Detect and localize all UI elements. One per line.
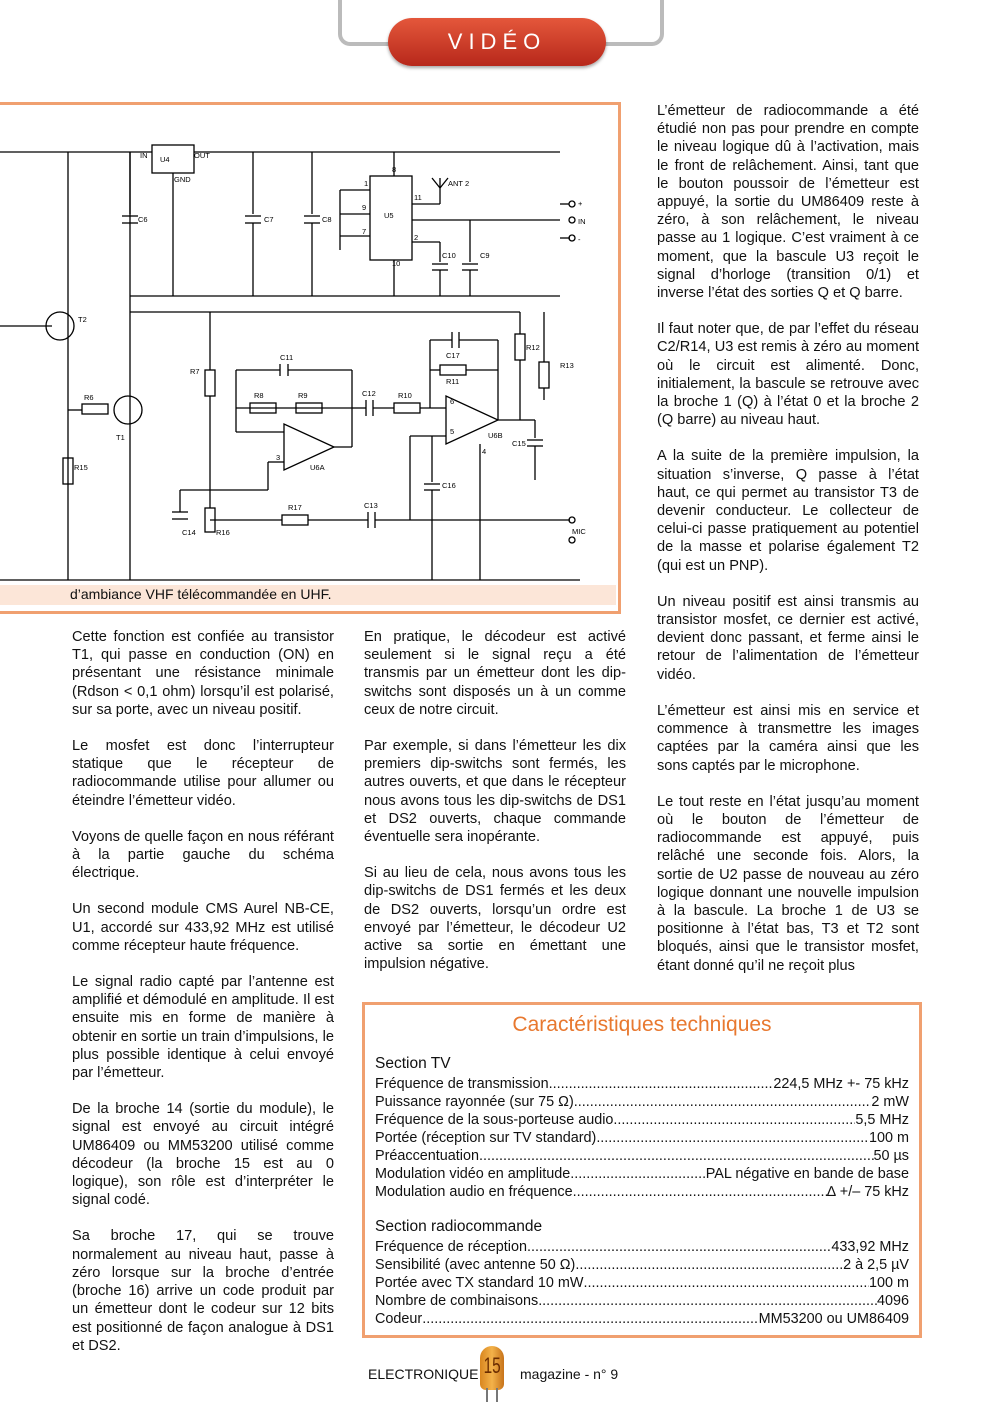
pin-7: 7 — [362, 227, 367, 236]
spec-row: Portée (réception sur TV standard) ..... 100 m — [375, 1129, 909, 1147]
spec-row: Puissance rayonnée (sur 75 Ω) ..... 2 mW — [375, 1093, 909, 1111]
label-c17: C17 — [446, 351, 460, 360]
spec-row: Nombre de combinaisons ..... 4096 — [375, 1292, 909, 1310]
footer-publication: ELECTRONIQUE — [368, 1366, 479, 1382]
label-c6: C6 — [138, 215, 148, 224]
pin-2: 2 — [414, 233, 419, 242]
label-t1: T1 — [116, 433, 125, 442]
label-plus: + — [578, 199, 583, 208]
spec-row: Modulation vidéo en amplitude ..... PAL négative en bande de base — [375, 1165, 909, 1183]
paragraph: De la broche 14 (sortie du module), le signal est envoyé au circuit intégré UM86409 ou MM53200 utilisé comme décodeur (la broche 15 est au 0 logique), son rôle est d’interpréter le signal codé. — [72, 1101, 334, 1209]
paragraph: Sa broche 17, qui se trouve normalement au niveau haut, passe à zéro lorsque sur la broche d’entrée (broche 16) arrive un code produit par un émetteur dont le codeur sur 12 bits est positionné de façon analogue à DS1 et DS2. — [72, 1228, 334, 1354]
spec-row: Modulation audio en fréquence ..... ∆ +/– 75 kHz — [375, 1183, 909, 1201]
section-tv-title: Section TV — [375, 1055, 451, 1072]
label-r16: R16 — [216, 528, 230, 537]
paragraph: Le tout reste en l’état jusqu’au moment où le bouton de l’émetteur de radiocommande est appuyé, puis relâché une seconde fois. Alors, la sortie de U2 passe de nouveau au zéro logique donnant une nouvelle impulsion à la bascule. La broche 1 de U3 se positionne à l’état bas, T3 et T2 sont bloqués, ainsi que le transistor mosfet, étant donné qu’il ne reçoit plus — [657, 793, 919, 974]
label-r6: R6 — [84, 393, 94, 402]
column-2 — [364, 628, 626, 991]
label-minus: - — [578, 235, 581, 244]
label-c9: C9 — [480, 251, 490, 260]
label-u6b: U6B — [488, 431, 503, 440]
label-r15: R15 — [74, 463, 88, 472]
label-out: OUT — [194, 151, 210, 160]
label-u4: U4 — [160, 155, 170, 164]
circuit-schematic — [0, 112, 614, 584]
label-r11: R11 — [446, 377, 460, 386]
label-r12: R12 — [526, 343, 540, 352]
paragraph: Cette fonction est confiée au transistor T1, qui passe en conduction (ON) en présentant une résistance minimale (Rdson < 0,1 ohm) lorsqu’il est polarisé, sur sa porte, avec un niveau positif. — [72, 629, 334, 718]
label-u6a: U6A — [310, 463, 325, 472]
pin-1: 1 — [364, 179, 369, 188]
section-title: VIDÉO — [447, 29, 547, 54]
paragraph: Le signal radio capté par l’antenne est amplifié et démodulé en amplitude. Il est ensuite mis en forme de manière à obtenir en sortie un train d’impulsions, le plus possible identique à celui envoyé par l’émetteur. — [72, 974, 334, 1082]
paragraph: L’émetteur est ainsi mis en service et commence à transmettre les images captées par la caméra ainsi que les sons captés par le microphone. — [657, 702, 919, 774]
paragraph: Si au lieu de cela, nous avons tous les dip-switchs de DS1 fermés et les deux de DS2 ouverts, lorsqu’un ordre est envoyé par l’émetteur, le décodeur U2 active sa sortie en émettant une impulsion négative. — [364, 865, 626, 973]
spec-row: Sensibilité (avec antenne 50 Ω) ..... 2 à 2,5 µV — [375, 1256, 909, 1274]
label-r8: R8 — [254, 391, 264, 400]
footer-issue: magazine - n° 9 — [520, 1366, 619, 1382]
page-number: 15 — [483, 1353, 501, 1378]
spec-row: Codeur ..... MM53200 ou UM86409 — [375, 1310, 909, 1328]
pin-6: 6 — [450, 397, 455, 406]
label-c8: C8 — [322, 215, 332, 224]
label-r10: R10 — [398, 391, 412, 400]
label-r13: R13 — [560, 361, 574, 370]
label-in-terminal: IN — [578, 217, 586, 226]
label-in: IN — [140, 151, 148, 160]
paragraph: A la suite de la première impulsion, la situation s’inverse, Q passe à l’état haut, ce qui permet au transistor T3 de devenir conducteur. Le collecteur de celui-ci passe pratiquement au potentiel de la masse et polarise également T2 (qui est un PNP). — [657, 448, 919, 574]
label-c10: C10 — [442, 251, 456, 260]
spec-row: Préaccentuation ..... 50 µs — [375, 1147, 909, 1165]
pin-9: 9 — [362, 203, 367, 212]
figure-caption: d’ambiance VHF télécommandée en UHF. — [70, 586, 332, 602]
label-c12: C12 — [362, 389, 376, 398]
resistor-leg-icon — [496, 1388, 498, 1402]
label-c16: C16 — [442, 481, 456, 490]
paragraph: Il faut noter que, de par l’effet du réseau C2/R14, U3 est remis à zéro au moment où le circuit est alimenté. Donc, initialement, la bascule se retrouve avec la broche 1 (Q) à l’état 0 et la broche 2 (Q barre) au niveau haut. — [657, 321, 919, 429]
label-u5: U5 — [384, 211, 394, 220]
label-c15: C15 — [512, 439, 526, 448]
paragraph: Un second module CMS Aurel NB-CE, U1, accordé sur 433,92 MHz est utilisé comme récepteur haute fréquence. — [72, 901, 334, 954]
paragraph: L’émetteur de radiocommande a été étudié non pas pour prendre en compte le niveau logique dû à l’activation, mais le front de relâchement. Ainsi, tant que le bouton poussoir de l’émetteur est appuyé, la sortie du UM86409 reste à zéro, à son relâchement, le niveau passe au 1 logique. C’est vraiment à ce moment, que la bascule U3 reçoit le signal d’horloge (transition 0/1) et inverse l’état des sorties Q et Q barre. — [657, 103, 919, 302]
column-3 — [657, 102, 919, 993]
label-c11: C11 — [280, 353, 294, 362]
label-t2: T2 — [78, 315, 87, 324]
column-1 — [72, 628, 334, 1373]
label-ant2: ANT 2 — [448, 179, 470, 188]
label-r9: R9 — [298, 391, 308, 400]
pin-8: 8 — [392, 165, 397, 174]
spec-row: Fréquence de transmission ..... 224,5 MHz +- 75 kHz — [375, 1075, 909, 1093]
spec-row: Portée avec TX standard 10 mW ..... 100 m — [375, 1274, 909, 1292]
resistor-leg-icon — [486, 1388, 488, 1402]
label-r7: R7 — [190, 367, 200, 376]
pin-11: 11 — [414, 193, 422, 202]
paragraph: En pratique, le décodeur est activé seulement si le signal reçu a été transmis par un émetteur dont les dip-switchs sont disposés un à un comme ceux de notre circuit. — [364, 629, 626, 718]
pin-10: 10 — [392, 259, 401, 268]
label-mic: MIC — [572, 527, 586, 536]
pin-4: 4 — [482, 447, 487, 456]
paragraph: Le mosfet est donc l’interrupteur statique que le récepteur de radiocommande utilise pour allumer ou éteindre l’émetteur vidéo. — [72, 738, 334, 809]
section-rc-title: Section radiocommande — [375, 1218, 543, 1235]
pin-3: 3 — [276, 453, 281, 462]
paragraph: Un niveau positif est ainsi transmis au transistor mosfet, ce dernier est activé, devient donc passant, et ferme ainsi le retour de l’alimentation de l’émetteur vidéo. — [657, 593, 919, 683]
label-c7: C7 — [264, 215, 274, 224]
section-badge — [388, 18, 606, 66]
spec-row: Fréquence de réception ..... 433,92 MHz — [375, 1238, 909, 1256]
label-c13: C13 — [364, 501, 378, 510]
specs-title: Caractéristiques techniques — [512, 1013, 772, 1036]
label-c14: C14 — [182, 528, 196, 537]
paragraph: Voyons de quelle façon en nous référant à la partie gauche du schéma électrique. — [72, 828, 334, 882]
paragraph: Par exemple, si dans l’émetteur les dix premiers dip-switchs sont fermés, les autres ouverts, et que dans le récepteur nous avons tous les dip-switchs de DS1 et DS2 ouverts, chaque commande éventuelle sera inopérante. — [364, 738, 626, 846]
figure-caption-bar — [0, 585, 616, 605]
label-gnd: GND — [174, 175, 191, 184]
label-r17: R17 — [288, 503, 302, 512]
pin-5: 5 — [450, 427, 455, 436]
specs-box — [362, 1002, 922, 1338]
page-number-badge — [480, 1346, 504, 1390]
spec-row: Fréquence de la sous-porteuse audio ..... 5,5 MHz — [375, 1111, 909, 1129]
